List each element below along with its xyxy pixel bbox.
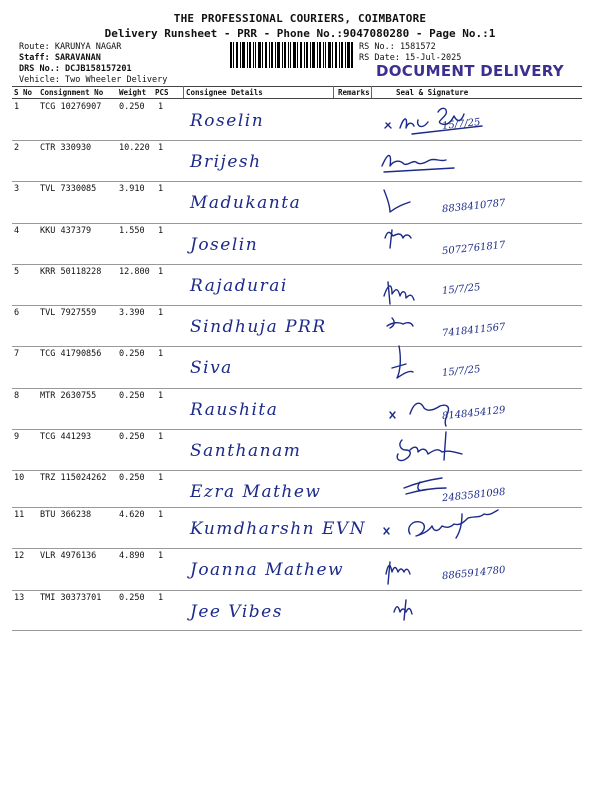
row-signature-note: 2483581098 (441, 486, 507, 505)
col-pcs: PCS (155, 88, 169, 97)
row-consignee-handwritten: Madukanta (190, 193, 302, 213)
row-weight: 4.890 (119, 551, 145, 561)
row-weight: 0.250 (119, 473, 145, 483)
row-serial: 9 (14, 432, 20, 442)
row-pcs: 1 (158, 102, 164, 112)
row-consignee-handwritten: Kumdharshn EVN (190, 519, 367, 539)
row-pcs: 1 (158, 349, 164, 359)
row-consignee-handwritten: Roselin (190, 111, 265, 131)
row-consignee-handwritten: Siva (190, 358, 233, 378)
route-label: Route: KARUNYA NAGAR (19, 42, 122, 52)
col-weight: Weight (119, 88, 147, 97)
row-consignee-handwritten: Rajadurai (190, 276, 288, 296)
row-weight: 0.250 (119, 349, 145, 359)
row-consignment-no: CTR 330930 (40, 143, 92, 153)
row-signature-note: 8865914780 (441, 564, 507, 583)
row-consignee-handwritten: Brijesh (190, 152, 262, 172)
row-pcs: 1 (158, 510, 164, 520)
row-weight: 4.620 (119, 510, 145, 520)
row-consignment-no: TVL 7330085 (40, 184, 97, 194)
col-signature: Seal & Signature (396, 88, 469, 97)
row-signature-note: 8148454129 (441, 404, 507, 423)
row-serial: 1 (14, 102, 20, 112)
row-signature-note: 8838410787 (441, 197, 507, 216)
row-weight: 0.250 (119, 102, 145, 112)
row-pcs: 1 (158, 267, 164, 277)
row-consignment-no: TRZ 115024262 (40, 473, 107, 483)
row-consignment-no: TCG 441293 (40, 432, 92, 442)
row-serial: 12 (14, 551, 25, 561)
staff-label: Staff: SARAVANAN (19, 53, 101, 63)
row-pcs: 1 (158, 391, 164, 401)
row-consignment-no: KRR 50118228 (40, 267, 102, 277)
row-weight: 0.250 (119, 432, 145, 442)
row-consignment-no: TVL 7927559 (40, 308, 97, 318)
row-signature-note: 7418411567 (441, 321, 507, 340)
drs-label: DRS No.: DCJB158157201 (19, 64, 132, 74)
row-serial: 6 (14, 308, 20, 318)
col-sno: S No (14, 88, 33, 97)
row-serial: 7 (14, 349, 20, 359)
row-consignment-no: BTU 366238 (40, 510, 92, 520)
row-signature-note: 5072761817 (441, 239, 507, 258)
document-delivery-stamp: DOCUMENT DELIVERY (376, 62, 564, 80)
row-weight: 0.250 (119, 593, 145, 603)
row-pcs: 1 (158, 551, 164, 561)
row-weight: 0.250 (119, 391, 145, 401)
row-consignee-handwritten: Raushita (190, 400, 279, 420)
row-serial: 2 (14, 143, 20, 153)
row-consignment-no: TMI 30373701 (40, 593, 102, 603)
row-pcs: 1 (158, 473, 164, 483)
row-consignee-handwritten: Ezra Mathew (190, 482, 322, 502)
row-pcs: 1 (158, 593, 164, 603)
row-consignee-handwritten: Sindhuja PRR (190, 317, 327, 337)
row-serial: 5 (14, 267, 20, 277)
row-pcs: 1 (158, 308, 164, 318)
row-consignment-no: KKU 437379 (40, 226, 92, 236)
row-serial: 10 (14, 473, 25, 483)
row-consignee-handwritten: Jee Vibes (190, 602, 283, 622)
row-weight: 3.910 (119, 184, 145, 194)
col-consignment: Consignment No (40, 88, 104, 97)
row-consignment-no: VLR 4976136 (40, 551, 97, 561)
row-consignment-no: MTR 2630755 (40, 391, 97, 401)
row-pcs: 1 (158, 143, 164, 153)
row-pcs: 1 (158, 184, 164, 194)
col-remarks: Remarks (338, 88, 370, 97)
row-serial: 8 (14, 391, 20, 401)
rs-number: RS No.: 1581572 (359, 42, 436, 52)
col-consignee: Consignee Details (186, 88, 263, 97)
row-serial: 4 (14, 226, 20, 236)
company-title: THE PROFESSIONAL COURIERS, COIMBATORE (173, 12, 427, 25)
runsheet-subtitle: Delivery Runsheet - PRR - Phone No.:9047080280 - Page No.:1 (104, 27, 496, 40)
row-weight: 3.390 (119, 308, 145, 318)
row-consignment-no: TCG 10276907 (40, 102, 102, 112)
row-signature-note: 15/7/25 (441, 282, 482, 297)
row-pcs: 1 (158, 432, 164, 442)
row-weight: 10.220 (119, 143, 150, 153)
row-consignee-handwritten: Joanna Mathew (190, 560, 345, 580)
row-consignee-handwritten: Santhanam (190, 441, 302, 461)
row-signature-note: 15/7/25 (441, 364, 482, 379)
vehicle-label: Vehicle: Two Wheeler Delivery (19, 75, 168, 85)
row-consignment-no: TCG 41790856 (40, 349, 102, 359)
row-pcs: 1 (158, 226, 164, 236)
rs-date: RS Date: 15-Jul-2025 (359, 53, 462, 63)
row-serial: 13 (14, 593, 25, 603)
row-serial: 3 (14, 184, 20, 194)
row-serial: 11 (14, 510, 25, 520)
row-signature-note: 15/7/25 (441, 117, 482, 132)
row-weight: 12.800 (119, 267, 150, 277)
row-consignee-handwritten: Joselin (190, 235, 259, 255)
row-weight: 1.550 (119, 226, 145, 236)
